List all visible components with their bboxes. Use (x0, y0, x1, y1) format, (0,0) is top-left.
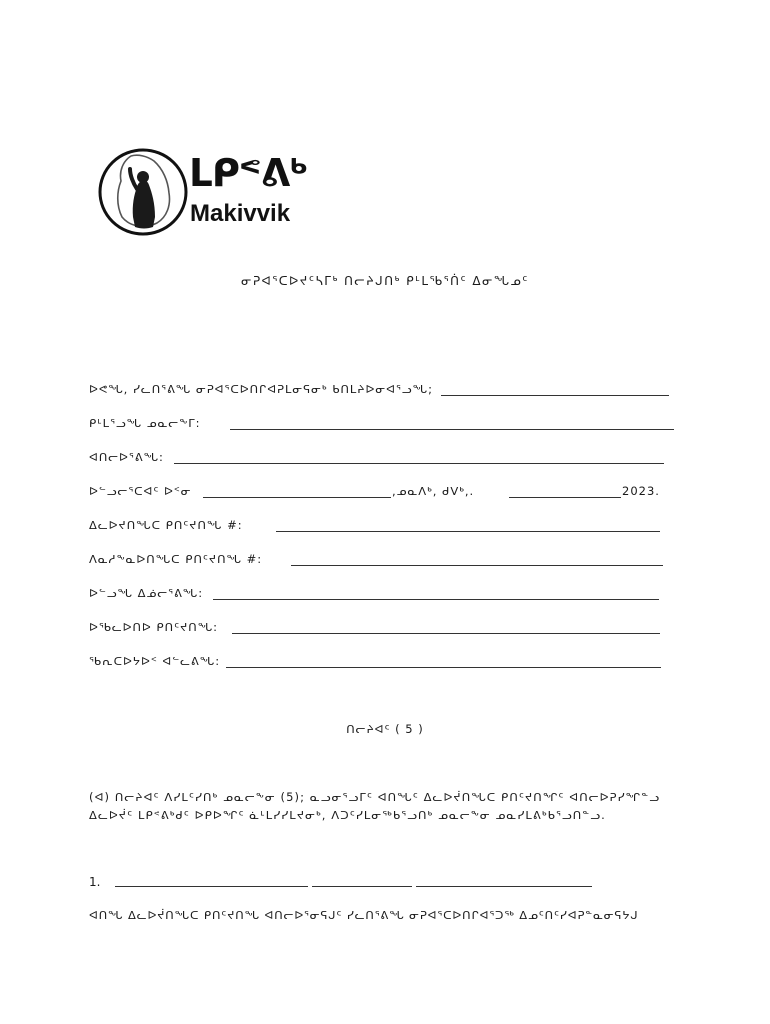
field-beneficiary-number-line[interactable] (276, 531, 660, 532)
field-beneficiary-number-label: ᐃᓚᐅᔪᑎᖓᑕ ᑭᑎᑦᔪᑎᖓ #: (89, 518, 243, 532)
field-employee-number-label: ᐱᓇᓱᖕᓇᐅᑎᖓᑕ ᑭᑎᑦᔪᑎᖓ #: (89, 552, 263, 566)
field-name-label: ᐊᑎᓕᐅᕐᕕᖓ: (89, 450, 164, 464)
field-date-location: ,ᓄᓇᐱᒃ, ᑯᐯᒃ,. (392, 484, 475, 498)
field-birthdate-label: ᐅᓪᓗᖓ ᐃᓅᓕᕐᕕᖓ: (89, 586, 204, 600)
field-date-year: 2023. (622, 484, 660, 498)
section-heading: ᑎᓕᔨᐊᑦ ( 5 ) (346, 722, 424, 736)
field-community-label: ᑭᒻᒪᕐᓗᖓ ᓄᓇᓕᖕᒥ: (89, 416, 201, 430)
makivvik-emblem (97, 147, 189, 237)
field-date-line[interactable] (203, 497, 391, 498)
page-title: ᓂᕈᐊᕐᑕᐅᔪᑦᓴᒥᒃ ᑎᓕᔨᒍᑎᒃ ᑭᒻᒪᖃᕐᑏᑦ ᐃᓂᖓᓄᑦ (241, 274, 529, 288)
instructions-paragraph: (ᐊ) ᑎᓕᔨᐊᑦ ᐱᓯᒪᑦᓯᑎᒃ ᓄᓇᓕᖕᓂ (5); ᓇᓗᓂᕐᓗᒥᑦ ᐊᑎᖓᑦ ᐃᓚᐅᔫᑎᖓᑕ ᑭᑎᑦᔪᑎᖏᑦ ᐊᑎᓕᐅᕈᓯᖏᓐᓗ ᐃᓚᐅᔫᑦ ᒪᑭᕝᕕᒃᑯᑦ ᐅᑭᐅᖏᑦ ᓈᒻᒪᓯᓯᒪᔪᓂᒃ, ᐱᑐᑦᓯᒪᓂᖅᑲᕐᓗᑎᒃ ᓄᓇᓕᖕᓂ ᓄᓇᓯᒪᕕᒃᑲᕐᓗᑎᓐᓗ. (89, 790, 661, 822)
field-phone-line[interactable] (232, 633, 660, 634)
logo-wordmark: Makivvik (190, 200, 291, 227)
field-email-line[interactable] (226, 667, 661, 668)
logo-syllabics: ᒪᑭᕝᕕᒃ (189, 151, 308, 195)
field-employee-number-line[interactable] (291, 565, 663, 566)
field-date-label: ᐅᓪᓗᓕᕐᑕᐊᑦ ᐅᑉᓂ (89, 484, 192, 498)
field-candidate-statement-label: ᐅᕙᖓ, ᓯᓚᑎᕐᕕᖓ ᓂᕈᐊᕐᑕᐅᑎᒋᐊᕈᒪᓂᕋᓂᒃ ᑲᑎᒪᔨᐅᓂᐊᕐᓗᖓ; (89, 382, 433, 396)
field-birthdate-line[interactable] (213, 599, 659, 600)
field-email-label: ᖃᕆᑕᐅᔭᐅᑉ ᐊᓪᓚᕕᖓ: (89, 654, 221, 668)
item1-line-a[interactable] (115, 886, 308, 887)
item1-line-c[interactable] (416, 886, 592, 887)
field-candidate-statement-line[interactable] (441, 395, 669, 396)
makivvik-logo (97, 147, 307, 239)
item1-line-b[interactable] (312, 886, 412, 887)
item-number: 1. (89, 875, 101, 889)
field-phone-label: ᐅᖃᓚᐅᑎᐅ ᑭᑎᑦᔪᑎᖓ: (89, 620, 219, 634)
field-name-line[interactable] (174, 463, 664, 464)
item1-caption: ᐊᑎᖓ ᐃᓚᐅᔫᑎᖓᑕ ᑭᑎᑦᔪᑎᖓ ᐊᑎᓕᐅᕐᓂᕋᒍᑦ ᓯᓚᑎᕐᕕᖓ ᓂᕈᐊᕐᑕᐅᑎᒋᐊᕐᑐᖅ ᐃᓄᑦᑎᑦᓯᐊᕈᓐᓇᓂᕋᔭᒍ (89, 908, 639, 922)
field-community-line[interactable] (230, 429, 674, 430)
field-date-day-line[interactable] (509, 497, 621, 498)
